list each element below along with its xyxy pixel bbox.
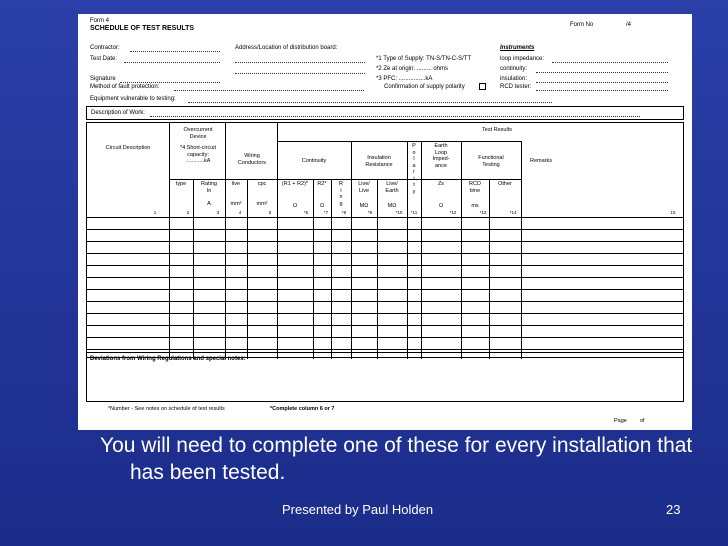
contractor-label: Contractor: (90, 45, 120, 51)
insulation-label: insulation: (500, 76, 528, 82)
wiring-header: Wiring Conductors (237, 153, 267, 166)
form-label: Form 4 (90, 18, 110, 24)
unit-mm-cpc: mm² (256, 201, 268, 207)
overcurrent-header: Overcurrent Device (183, 127, 213, 140)
continuity-label: continuity: (500, 66, 528, 72)
contractor-field (130, 51, 220, 52)
col-number: *11 (410, 210, 418, 215)
live-earth-header: Live/ Earth (385, 181, 399, 194)
signature-field (120, 82, 220, 83)
page-label: Page (614, 418, 627, 424)
live-header: live (231, 181, 241, 187)
short-circuit-header: *4 Short-circuit capacity: ............kA (179, 145, 217, 164)
rcd-tester-label: RCD tester: (500, 84, 532, 90)
unit-ohm-zs: Ω (438, 203, 444, 209)
polarity-checkbox[interactable] (479, 83, 486, 90)
address-label: Address/Location of distribution board: (235, 45, 338, 51)
other-header: Other (498, 181, 512, 187)
unit-ohm-r2: Ω (319, 203, 325, 209)
form-no-suffix: /4 (626, 22, 632, 28)
description-field (150, 116, 640, 117)
description-label: Description of Work: (91, 110, 145, 116)
equipment-field (188, 102, 552, 103)
col-number: *7 (323, 210, 329, 215)
insulation-field (536, 82, 668, 83)
col-number: 3 (216, 210, 220, 215)
col-number: *12 (449, 210, 457, 215)
col-number: 4 (238, 210, 242, 215)
unit-ohm-r1r2: Ω (292, 203, 298, 209)
test-results-header: Test Results (482, 127, 512, 133)
slide-caption: You will need to complete one of these for every installation that has been tested. (100, 434, 693, 484)
results-table (86, 122, 684, 358)
supply-type: *1 Type of Supply: TN-S/TN-C-S/TT (376, 56, 472, 62)
equipment-label: Equipment vulnerable to testing: (90, 96, 176, 102)
rcd-tester-field (536, 90, 668, 91)
insulation-header: Insulation Resistance (365, 155, 393, 168)
rcd-time-header: RCD time (469, 181, 481, 194)
continuity-field (536, 72, 668, 73)
description-box (86, 106, 684, 120)
fault-protection-label: Method of fault protection: (90, 84, 160, 90)
test-date-label: Test Date: (90, 56, 118, 62)
test-date-field (124, 62, 220, 63)
form-no-label: Form No (570, 22, 594, 28)
loop-impedance-field (552, 62, 668, 63)
deviations-label: Deviations from Wiring Regulations and special notes: (90, 356, 246, 362)
remarks-header: Remarks (529, 158, 552, 164)
col-number: *10 (395, 210, 403, 215)
address-line-2 (235, 73, 365, 74)
signature-label: Signature (90, 76, 116, 82)
unit-mm-live: mm² (230, 201, 242, 207)
of-label: of (640, 418, 645, 424)
form-title: SCHEDULE OF TEST RESULTS (90, 25, 195, 32)
col-number: 1 (153, 210, 157, 215)
ze-origin: *2 Ze at origin: ......... ohms (376, 66, 449, 72)
live-live-header: Live/ Live (358, 181, 370, 194)
unit-mohm-ll: MΩ (359, 203, 369, 209)
loop-impedance-label: loop impedance: (500, 56, 545, 62)
test-results-form (78, 14, 692, 430)
note-number: *Number - See notes on schedule of test results (108, 406, 225, 412)
polarity-label: Confirmation of supply polarity (384, 84, 465, 90)
col-number: *6 (303, 210, 309, 215)
unit-amp: A (207, 201, 211, 207)
unit-mohm-le: MΩ (387, 203, 397, 209)
address-line-1 (235, 62, 365, 63)
polarity-header: P o l a r i t y (412, 143, 416, 195)
col-number: 5 (268, 210, 272, 215)
cpc-header: cpc (257, 181, 267, 187)
fault-protection-field (174, 90, 364, 91)
zs-header: Zs (437, 181, 445, 187)
r2-header: R2* (317, 181, 327, 187)
earth-loop-header: Earth Loop Imped- ance (432, 143, 450, 169)
ring-header: R i n g (339, 181, 343, 207)
slide-number: 23 (666, 502, 681, 517)
col-number: 15 (670, 210, 676, 215)
r1r2-header: (R1 + R2)* (281, 181, 309, 187)
rating-header: Rating In (201, 181, 217, 194)
col-number: *14 (509, 210, 517, 215)
unit-ms: ms (471, 203, 479, 209)
continuity-header: Continuity (301, 158, 327, 164)
functional-header: Functional Testing (478, 155, 504, 168)
instruments-heading: Instruments (500, 45, 535, 51)
pfc-label: *3 PFC: ................kA (376, 76, 433, 82)
type-header: type (175, 181, 187, 187)
circuit-description-header: Circuit Description (105, 145, 151, 151)
col-number: *8 (341, 210, 347, 215)
col-number: *9 (367, 210, 373, 215)
presenter-footer: Presented by Paul Holden (282, 502, 434, 517)
col-number: *13 (479, 210, 487, 215)
col-number: 2 (186, 210, 190, 215)
note-complete: *Complete column 6 or 7 (270, 406, 335, 412)
